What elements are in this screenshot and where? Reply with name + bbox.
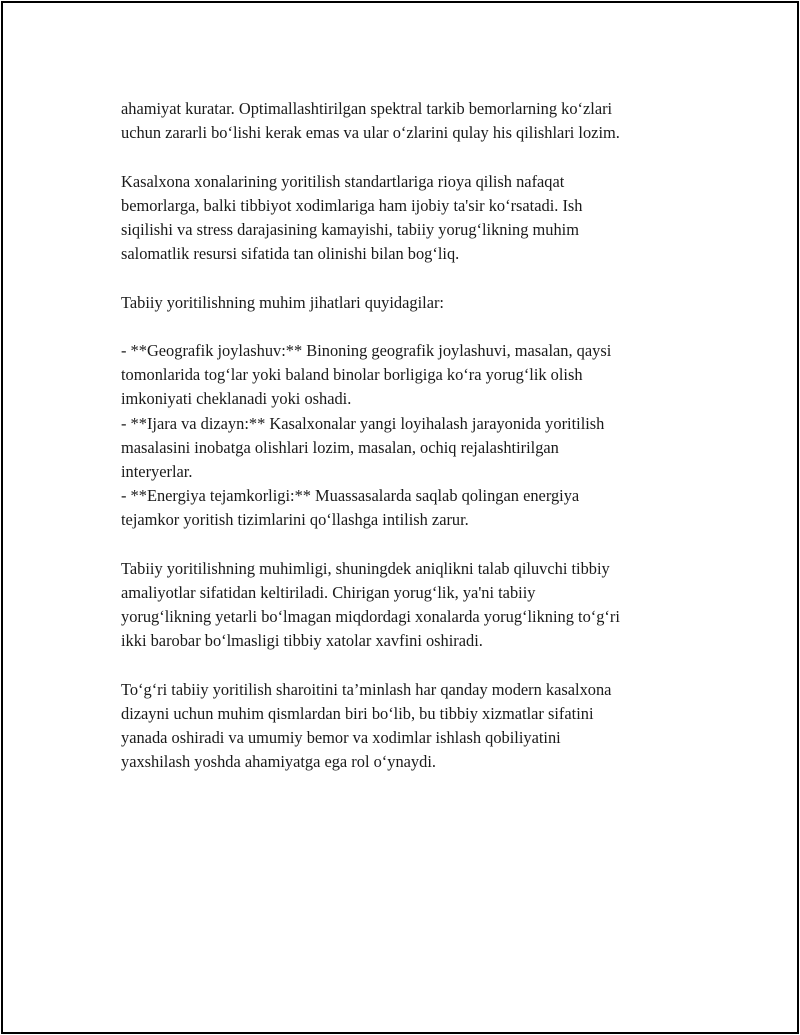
list-item: - **Ijara va dizayn:** Kasalxonalar yangi loyihalash jarayonida yoritilish masalasini inobatga olishlari lozim, masalan, ochiq rejalashtirilgan interyerlar. — [121, 413, 605, 481]
paragraph-1: ahamiyat kuratar. Optimallashtirilgan spektral tarkib bemorlarning ko‘zlari uchun zararli bo‘lishi kerak emas va ular o‘zlarini qulay his qilishlari lozim. — [121, 99, 620, 143]
document-page — [1, 1, 799, 1034]
list-item: - **Energiya tejamkorligi:** Muassasalarda saqlab qolingan energiya tejamkor yoritish tizimlarini qo‘llashga intilish zarur. — [121, 486, 580, 530]
document-body — [121, 97, 701, 775]
paragraph-2: Kasalxona xonalarining yoritilish standartlariga rioya qilish nafaqat bemorlarga, balki tibbiyot xodimlariga ham ijobiy ta'sir ko‘rsatadi. Ish siqilishi va stress darajasining kamayishi, tabiiy yorug‘likning muhim salomatlik resursi sifatida tan olinishi bilan bog‘liq. — [121, 171, 583, 264]
paragraph-5: To‘g‘ri tabiiy yoritilish sharoitini ta’minlash har qanday modern kasalxona dizayni uchun muhim qismlardan biri bo‘lib, bu tibbiy xizmatlar sifatini yanada oshiradi va umumiy bemor va xodimlar ishlash qobiliyatini yaxshilash yoshda ahamiyatga ega rol o‘ynaydi. — [121, 679, 612, 772]
list-item: - **Geografik joylashuv:** Binoning geografik joylashuvi, masalan, qaysi tomonlarida tog‘lar yoki baland binolar borligiga ko‘ra yorug‘lik olish imkoniyati cheklanadi yoki oshadi. — [121, 340, 612, 409]
paragraph-3: Tabiiy yoritilishning muhim jihatlari quyidagilar: — [121, 292, 444, 312]
bullet-list — [121, 339, 701, 533]
paragraph-4: Tabiiy yoritilishning muhimligi, shuningdek aniqlikni talab qiluvchi tibbiy amaliyotlar sifatidan keltiriladi. Chirigan yorug‘lik, ya'ni tabiiy yorug‘likning yetarli bo‘lmagan miqdordagi xonalarda yorug‘likning to‘g‘ri ikki barobar bo‘lmasligi tibbiy xatolar xavfini oshiradi. — [121, 558, 620, 651]
